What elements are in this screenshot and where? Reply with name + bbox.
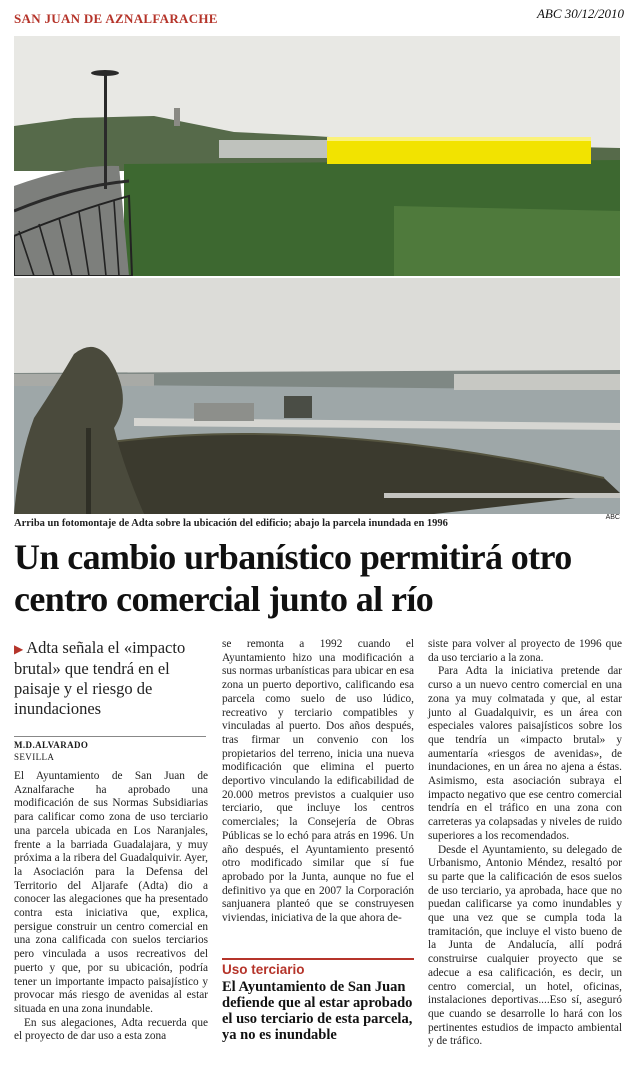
- field-lighter: [394, 206, 620, 276]
- deck: [14, 638, 206, 719]
- city-right: [454, 374, 620, 390]
- photo-caption: Arriba un fotomontaje de Adta sobre la ubicación del edificio; abajo la parcela inundada en 1996: [14, 518, 448, 529]
- headline: Un cambio urbanístico permitirá otro centro comercial junto al río: [14, 537, 572, 619]
- paragraph: Desde el Ayuntamiento, su delegado de Urbanismo, Antonio Méndez, resaltó por su parte que la calificación de esos suelos de uso terciario, ya aprobada, hace que no puedan calificarse ya como inundables y que una vez que se cumpla toda la tramitación, que incluye el visto bueno de la Junta de Andalucía, allí podrá construirse cualquier proyecto que se adecue a esa calificación, es decir, un centro comercial, un hotel, oficinas, instalaciones deportivas....Eso sí, aseguró que cuando se desarrolle lo hará con los pertinentes estudios de impacto ambiental y de tráfico.: [428, 843, 622, 1048]
- column-2: [222, 638, 414, 926]
- byline-place: SEVILLA: [14, 752, 55, 762]
- buildings-mid: [194, 403, 254, 421]
- paragraph: se remonta a 1992 cuando el Ayuntamiento hizo una modificación a sus normas urbanísticas para ubicar en esa zona un puerto deportivo, calificando esa parcela como suelo de uso lúdico, recreativo y terciario compatibles y vinculadas al puerto. Dos años después, tras firmar un convenio con los propietarios del terreno, inicia una nueva modificación que elimina el puerto deportivo vinculando la edificabilidad de 20.000 metros previstos a cualquier uso terciario, que incluye los centros comerciales; la Consejería de Obras Públicas se lo echó para atrás en 1996. Un año después, el Ayuntamiento presentó otro modificado similar que sí fue aprobado por la Junta, aunque no fue el definitivo ya que en 2007 la Corporación sanjuanera planteó que se construyesen viviendas, iniciativa de la que ahora de-: [222, 638, 414, 925]
- deck-text: Adta señala el «impacto brutal» que tendrá en el paisaje y el riesgo de inundaciones: [14, 638, 186, 718]
- subhead-rule: [222, 958, 414, 960]
- distant-buildings: [219, 140, 329, 158]
- tower-left: [174, 108, 180, 126]
- paragraph: siste para volver al proyecto de 1996 que da uso terciario a la zona.: [428, 638, 622, 664]
- paragraph: Para Adta la iniciativa pretende dar curso a un nuevo centro comercial en una zona ya muy colmatada y que, al estar junto al Guadalquivir, es un área con especiales valores paisajísticos sobre los que tendría un «impacto brutal» y aumentaría «riesgos de avenidas», de inundaciones, en un área no ajena a éstas. Asimismo, esta asociación subraya el impacto negativo que ese centro comercial tendría en el tráfico en una zona con carreteras ya colapsadas y niveles de ruido superiores a los recomendados.: [428, 665, 622, 842]
- source-date: ABC 30/12/2010: [536, 6, 624, 21]
- triangle-bullet-icon: ▶: [14, 642, 24, 656]
- photo-credit: ABC: [605, 514, 620, 521]
- paragraph: En sus alegaciones, Adta recuerda que el proyecto de dar uso a esta zona: [14, 1016, 208, 1043]
- column-3: [428, 638, 622, 1049]
- column-1: [14, 770, 208, 1044]
- byline-author: M.D.ALVARADO: [14, 740, 89, 750]
- photo-montage: [14, 36, 620, 276]
- subhead-text: El Ayuntamiento de San Juan defiende que al estar aprobado el uso terciario de esta parcela, ya no es inundable: [222, 979, 413, 1043]
- byline-rule: [14, 736, 206, 737]
- section-label: SAN JUAN DE AZNALFARACHE: [14, 11, 218, 26]
- bridge: [384, 493, 620, 498]
- street-lamp: [104, 74, 107, 189]
- photo-flood-1996: [14, 278, 620, 514]
- paragraph: El Ayuntamiento de San Juan de Aznalfarache ha aprobado una modificación de sus Normas Subsidiarias para calificar como zona de uso terciario una parcela ubicada en Los Naranjales, frente a la barriada Guadalajara, y muy próxima a la ribera del Guadalquivir. Ayer, la Asociación para la Defensa del Territorio del Aljarafe (Adta) dio a conocer las alegaciones que ha presentado contra esta iniciativa que, explica, persigue construir un centro comercial en una zona calificada con suelos terciarios pero vinculada a usos recreativos del puerto y que, por su ubicación, podría tener un importante impacto paisajístico y provocar más riesgo de avenidas al estar situada en una zona inundable.: [14, 770, 208, 1015]
- subhead-label: Uso terciario: [222, 962, 305, 977]
- proposed-building: [327, 137, 591, 164]
